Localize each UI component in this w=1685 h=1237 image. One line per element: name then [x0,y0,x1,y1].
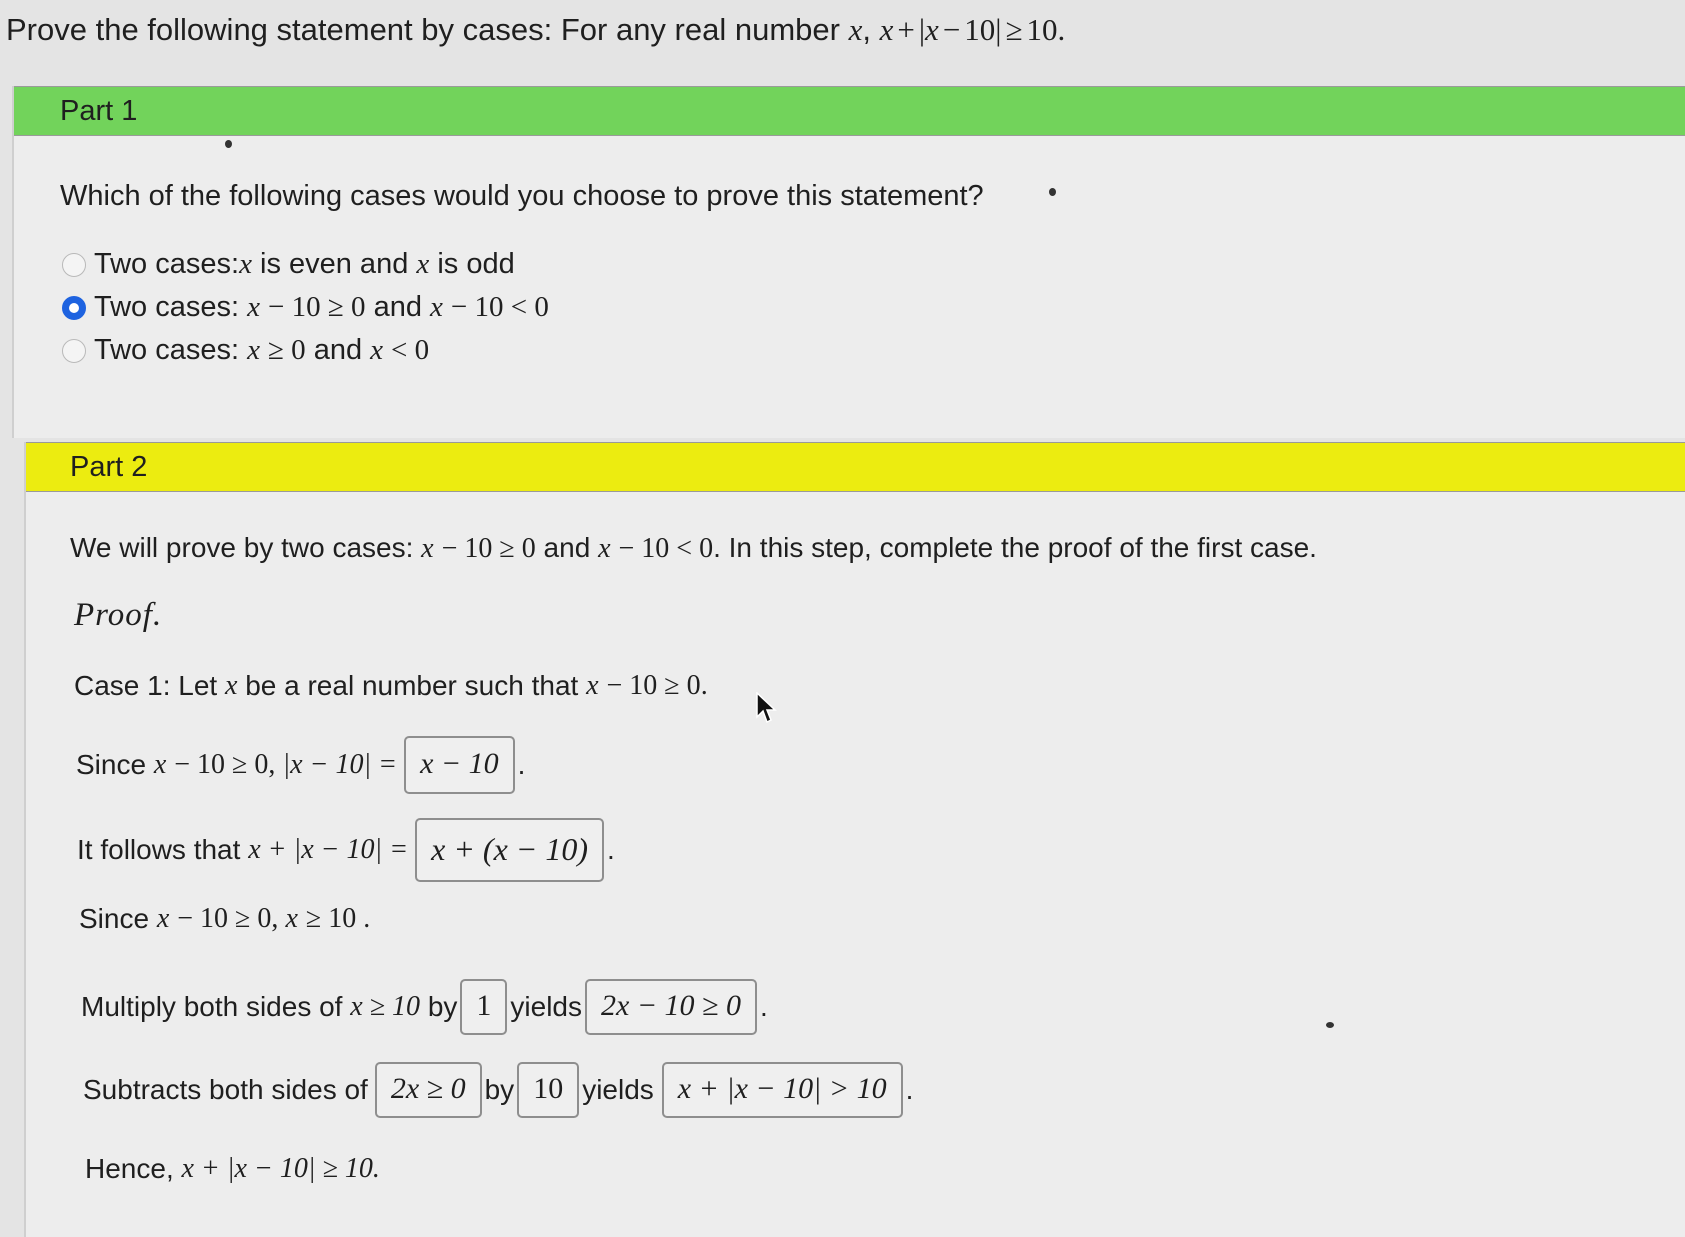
multiply-line: Multiply both sides of x ≥ 10 by 1 yields 2x − 10 ≥ 0 . [81,979,768,1035]
stray-dot-2 [1049,188,1056,196]
answer-box-subtrahend[interactable]: 10 [517,1062,579,1118]
answer-box-subtract-source[interactable]: 2x ≥ 0 [375,1062,482,1118]
radio-button-unchecked[interactable] [62,339,86,363]
answer-box-multiply-result[interactable]: 2x − 10 ≥ 0 [585,979,757,1035]
subtract-line: Subtracts both sides of 2x ≥ 0 by 10 yields x + |x − 10| > 10 . [83,1062,913,1118]
option-x-minus-10[interactable]: Two cases: x − 10 ≥ 0 and x − 10 < 0 [62,291,549,324]
answer-box-sum-expression[interactable]: x + (x − 10) [415,818,604,882]
since-abs-line: Since x − 10 ≥ 0, |x − 10| = x − 10 . [76,736,525,794]
part2-header: Part 2 [26,442,1685,492]
stray-dot-3 [1326,1022,1334,1028]
answer-box-multiplier[interactable]: 1 [460,979,507,1035]
mouse-pointer-icon [756,692,778,726]
part2-intro: We will prove by two cases: x − 10 ≥ 0 and x − 10 < 0. In this step, complete the proof of the first case. [70,532,1317,564]
since-x-geq-line: Since x − 10 ≥ 0, x ≥ 10 . [79,903,371,934]
answer-box-subtract-result[interactable]: x + |x − 10| > 10 [662,1062,903,1118]
part1-header: Part 1 [14,86,1685,136]
hence-line: Hence, x + |x − 10| ≥ 10. [85,1153,380,1184]
question-statement: Prove the following statement by cases: For any real number x, x + |x − 10| ≥ 10. [6,12,1066,47]
case1-line: Case 1: Let x be a real number such that x − 10 ≥ 0 . [74,670,708,701]
stray-dot-1 [225,140,232,148]
part1-prompt: Which of the following cases would you choose to prove this statement? [60,180,984,212]
part2-panel [24,442,1685,1237]
follows-line: It follows that x + |x − 10| = x + (x − 10) . [77,818,615,882]
radio-button-checked[interactable] [62,296,86,320]
proof-label: Proof. [74,597,163,633]
radio-button-unchecked[interactable] [62,253,86,277]
part1-panel [12,86,1685,438]
option-x-sign[interactable]: Two cases: x ≥ 0 and x < 0 [62,334,429,367]
option-even-odd[interactable]: Two cases: x is even and x is odd [62,248,515,281]
answer-box-abs-value[interactable]: x − 10 [404,736,515,794]
